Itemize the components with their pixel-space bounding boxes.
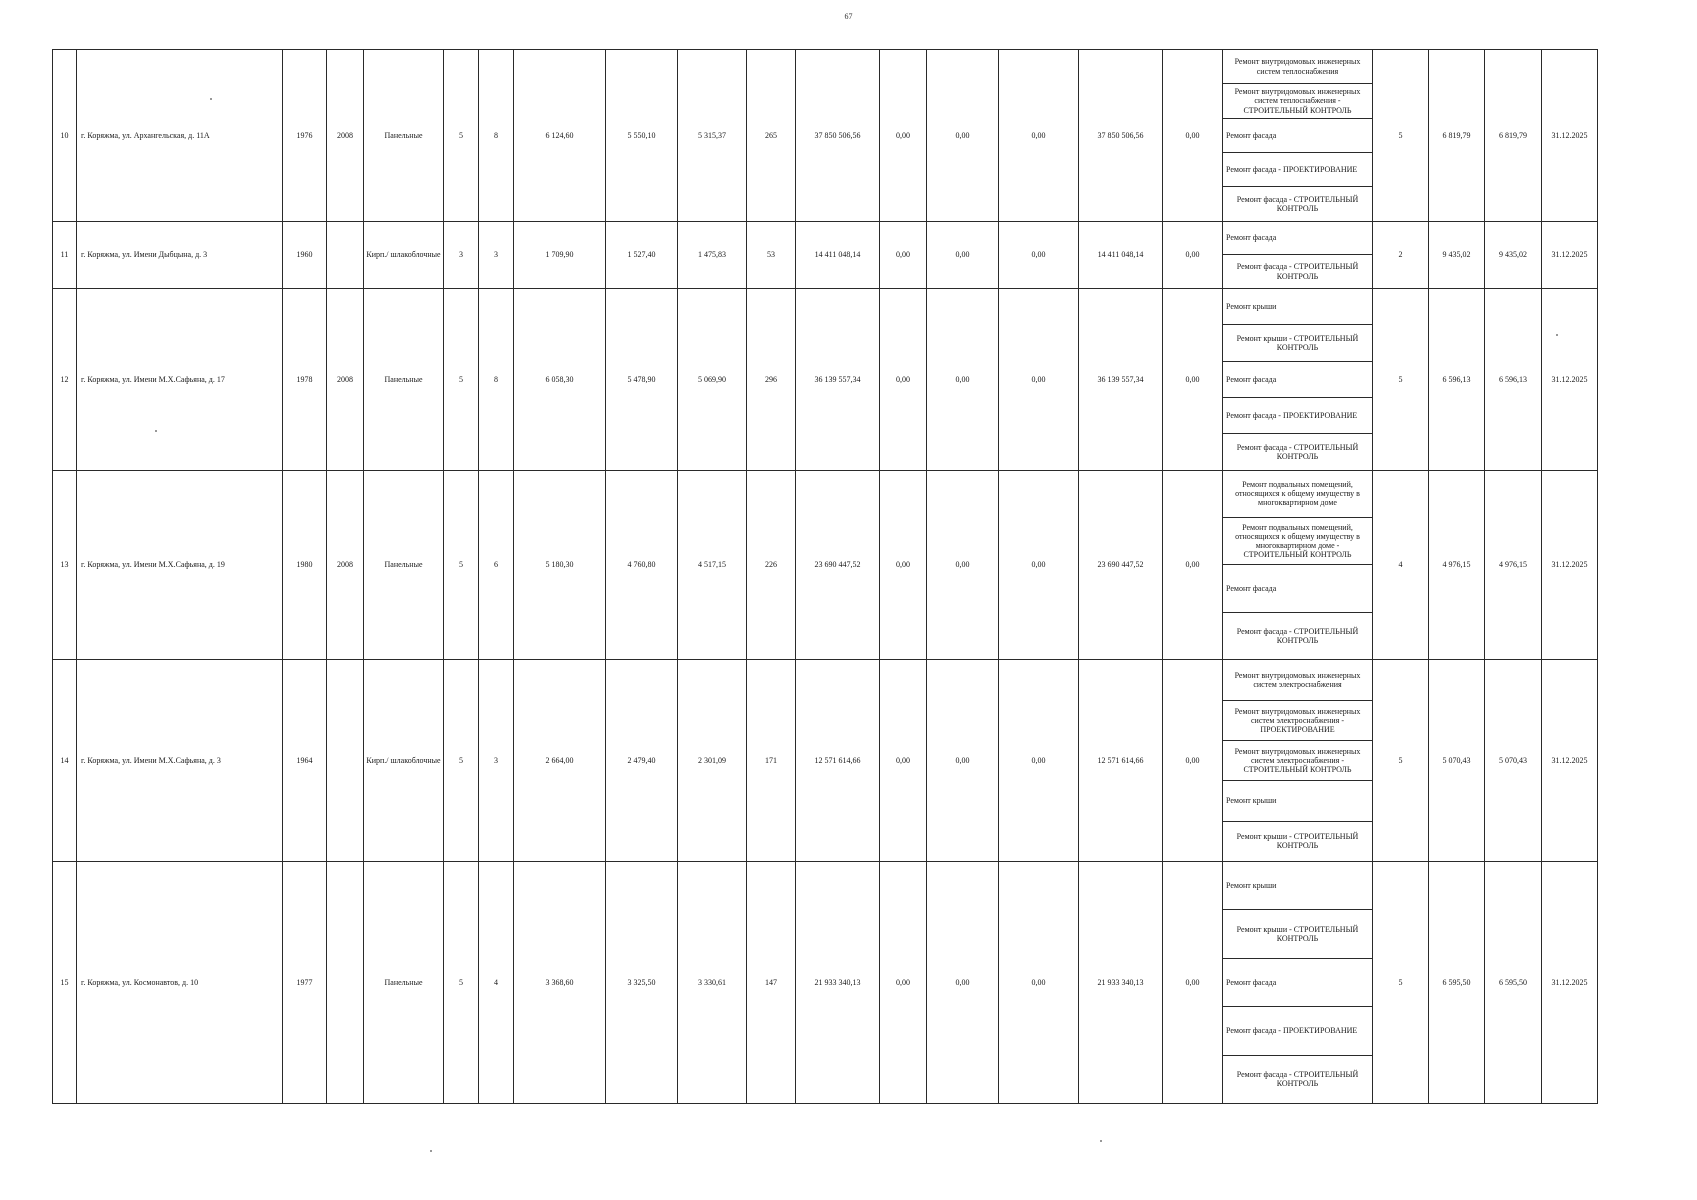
entrances-cell: 4 [479,862,514,1104]
address-cell: г. Коряжма, ул. Космонавтов, д. 10 [77,862,283,1104]
works-cell [1223,660,1373,862]
works-count-cell: 5 [1373,862,1429,1104]
address-cell: г. Коряжма, ул. Имени М.Х.Сафьяна, д. 3 [77,660,283,862]
area-residential-cell: 5 315,37 [678,50,747,222]
cost-total-cell: 23 690 447,52 [796,470,880,660]
year-built-cell: 1976 [283,50,327,222]
wall-material-cell: Панельные [364,50,444,222]
unit-cost-limit-cell: 6 596,13 [1485,288,1542,470]
residents-cell: 171 [747,660,796,862]
fund-owners-cell: 36 139 557,34 [1079,288,1163,470]
works-count-cell: 5 [1373,50,1429,222]
work-item: Ремонт фасада [1223,119,1372,153]
table-row [53,470,1598,660]
entrances-cell: 8 [479,288,514,470]
fund-regional-cell: 0,00 [927,660,999,862]
fund-local-cell: 0,00 [999,221,1079,288]
residents-cell: 226 [747,470,796,660]
floors-cell: 3 [444,221,479,288]
works-cell [1223,470,1373,660]
works-cell [1223,862,1373,1104]
scan-speck [1556,334,1558,336]
fund-owners-cell: 12 571 614,66 [1079,660,1163,862]
row-number-cell: 13 [53,470,77,660]
scan-speck [155,430,157,432]
works-list [1223,289,1372,470]
fund-federal-cell: 0,00 [880,660,927,862]
work-item: Ремонт фасада - СТРОИТЕЛЬНЫЙ КОНТРОЛЬ [1236,442,1359,461]
works-list [1223,471,1372,660]
year-built-cell: 1980 [283,470,327,660]
work-item: Ремонт подвальных помещений, относящихся к общему имуществу в многоквартирном доме - СТРОИТЕЛЬНЫЙ КОНТРОЛЬ [1223,518,1372,565]
work-item: Ремонт подвальных помещений, относящихся к общему имуществу в многоквартирном доме [1223,471,1372,518]
unit-cost-cell: 6 595,50 [1429,862,1485,1104]
work-item: Ремонт фасада - СТРОИТЕЛЬНЫЙ КОНТРОЛЬ [1236,626,1359,646]
year-renovation-cell: 2008 [327,50,364,222]
fund-other-cell: 0,00 [1163,221,1223,288]
year-built-cell: 1960 [283,221,327,288]
scan-speck [1100,1140,1102,1142]
entrances-cell: 8 [479,50,514,222]
works-cell [1223,221,1373,288]
area-residential-cell: 2 301,09 [678,660,747,862]
residents-cell: 265 [747,50,796,222]
works-count-cell: 5 [1373,660,1429,862]
fund-owners-cell: 23 690 447,52 [1079,470,1163,660]
floors-cell: 5 [444,660,479,862]
fund-other-cell: 0,00 [1163,470,1223,660]
area-residential-cell: 5 069,90 [678,288,747,470]
work-item: Ремонт крыши [1223,862,1372,910]
row-number-cell: 12 [53,288,77,470]
fund-owners-cell: 37 850 506,56 [1079,50,1163,222]
fund-regional-cell: 0,00 [927,470,999,660]
fund-other-cell: 0,00 [1163,862,1223,1104]
unit-cost-cell: 4 976,15 [1429,470,1485,660]
fund-local-cell: 0,00 [999,660,1079,862]
area-total-cell: 2 664,00 [514,660,606,862]
address-cell: г. Коряжма, ул. Имени М.Х.Сафьяна, д. 19 [77,470,283,660]
area-premises-cell: 2 479,40 [606,660,678,862]
unit-cost-cell: 6 819,79 [1429,50,1485,222]
table-row [53,50,1598,222]
address-cell: г. Коряжма, ул. Имени М.Х.Сафьяна, д. 17 [77,288,283,470]
fund-federal-cell: 0,00 [880,221,927,288]
year-built-cell: 1977 [283,862,327,1104]
fund-other-cell: 0,00 [1163,288,1223,470]
unit-cost-cell: 9 435,02 [1429,221,1485,288]
work-item: Ремонт внутридомовых инженерных систем электроснабжения [1223,660,1372,700]
year-renovation-cell: 2008 [327,288,364,470]
fund-federal-cell: 0,00 [880,470,927,660]
floors-cell: 5 [444,470,479,660]
table-row [53,862,1598,1104]
fund-local-cell: 0,00 [999,470,1079,660]
works-list [1223,660,1372,861]
work-item: Ремонт фасада [1223,565,1372,612]
scan-speck [210,98,212,100]
area-premises-cell: 4 760,80 [606,470,678,660]
fund-regional-cell: 0,00 [927,288,999,470]
works-list [1223,50,1372,221]
area-premises-cell: 3 325,50 [606,862,678,1104]
area-residential-cell: 4 517,15 [678,470,747,660]
cost-total-cell: 12 571 614,66 [796,660,880,862]
area-premises-cell: 5 550,10 [606,50,678,222]
fund-local-cell: 0,00 [999,862,1079,1104]
deadline-cell: 31.12.2025 [1542,50,1598,222]
fund-local-cell: 0,00 [999,288,1079,470]
deadline-cell: 31.12.2025 [1542,660,1598,862]
scan-speck [430,1150,432,1152]
row-number-cell: 14 [53,660,77,862]
fund-federal-cell: 0,00 [880,288,927,470]
year-renovation-cell [327,660,364,862]
fund-owners-cell: 14 411 048,14 [1079,221,1163,288]
area-total-cell: 6 058,30 [514,288,606,470]
year-renovation-cell [327,862,364,1104]
work-item: Ремонт внутридомовых инженерных систем теплоснабжения - СТРОИТЕЛЬНЫЙ КОНТРОЛЬ [1223,84,1372,118]
page-number: 67 [844,12,853,21]
work-item: Ремонт фасада - СТРОИТЕЛЬНЫЙ КОНТРОЛЬ [1236,194,1359,213]
work-item: Ремонт фасада [1223,959,1372,1007]
cost-total-cell: 36 139 557,34 [796,288,880,470]
works-cell [1223,50,1373,222]
works-cell [1223,288,1373,470]
unit-cost-cell: 5 070,43 [1429,660,1485,862]
works-count-cell: 2 [1373,221,1429,288]
residents-cell: 296 [747,288,796,470]
unit-cost-limit-cell: 6 819,79 [1485,50,1542,222]
entrances-cell: 3 [479,221,514,288]
unit-cost-cell: 6 596,13 [1429,288,1485,470]
address-cell: г. Коряжма, ул. Архангельская, д. 11А [77,50,283,222]
row-number-cell: 15 [53,862,77,1104]
work-item: Ремонт крыши - СТРОИТЕЛЬНЫЙ КОНТРОЛЬ [1223,325,1372,361]
year-built-cell: 1964 [283,660,327,862]
deadline-cell: 31.12.2025 [1542,288,1598,470]
area-total-cell: 5 180,30 [514,470,606,660]
deadline-cell: 31.12.2025 [1542,862,1598,1104]
works-count-cell: 4 [1373,470,1429,660]
entrances-cell: 3 [479,660,514,862]
unit-cost-limit-cell: 5 070,43 [1485,660,1542,862]
cost-total-cell: 37 850 506,56 [796,50,880,222]
works-list [1223,862,1372,1103]
year-renovation-cell [327,221,364,288]
work-item: Ремонт крыши [1223,781,1372,821]
wall-material-cell: Панельные [364,470,444,660]
fund-owners-cell: 21 933 340,13 [1079,862,1163,1104]
fund-local-cell: 0,00 [999,50,1079,222]
works-list [1223,222,1372,288]
capital-repair-table [52,49,1598,1104]
cost-total-cell: 21 933 340,13 [796,862,880,1104]
row-number-cell: 10 [53,50,77,222]
row-number-cell: 11 [53,221,77,288]
unit-cost-limit-cell: 9 435,02 [1485,221,1542,288]
wall-material-cell: Кирп./ шлакоблочные [364,221,444,288]
wall-material-cell: Кирп./ шлакоблочные [364,660,444,862]
year-renovation-cell: 2008 [327,470,364,660]
year-built-cell: 1978 [283,288,327,470]
table-row [53,221,1598,288]
floors-cell: 5 [444,50,479,222]
cost-total-cell: 14 411 048,14 [796,221,880,288]
fund-regional-cell: 0,00 [927,862,999,1104]
work-item: Ремонт фасада - ПРОЕКТИРОВАНИЕ [1223,398,1372,434]
wall-material-cell: Панельные [364,862,444,1104]
work-item: Ремонт фасада - СТРОИТЕЛЬНЫЙ КОНТРОЛЬ [1236,262,1359,281]
table-row [53,660,1598,862]
unit-cost-limit-cell: 4 976,15 [1485,470,1542,660]
work-item: Ремонт фасада [1223,222,1372,256]
floors-cell: 5 [444,288,479,470]
residents-cell: 53 [747,221,796,288]
work-item: Ремонт крыши - СТРОИТЕЛЬНЫЙ КОНТРОЛЬ [1223,910,1372,958]
fund-other-cell: 0,00 [1163,660,1223,862]
area-premises-cell: 1 527,40 [606,221,678,288]
work-item: Ремонт внутридомовых инженерных систем теплоснабжения [1223,50,1372,84]
table-row [53,288,1598,470]
fund-regional-cell: 0,00 [927,221,999,288]
work-item: Ремонт крыши [1223,289,1372,325]
fund-regional-cell: 0,00 [927,50,999,222]
address-cell: г. Коряжма, ул. Имени Дыбцына, д. 3 [77,221,283,288]
deadline-cell: 31.12.2025 [1542,470,1598,660]
work-item: Ремонт крыши - СТРОИТЕЛЬНЫЙ КОНТРОЛЬ [1236,832,1359,851]
fund-other-cell: 0,00 [1163,50,1223,222]
area-total-cell: 3 368,60 [514,862,606,1104]
area-residential-cell: 3 330,61 [678,862,747,1104]
residents-cell: 147 [747,862,796,1104]
area-total-cell: 1 709,90 [514,221,606,288]
work-item: Ремонт фасада - ПРОЕКТИРОВАНИЕ [1223,1007,1372,1055]
works-count-cell: 5 [1373,288,1429,470]
work-item: Ремонт фасада - СТРОИТЕЛЬНЫЙ КОНТРОЛЬ [1236,1070,1359,1089]
fund-federal-cell: 0,00 [880,862,927,1104]
deadline-cell: 31.12.2025 [1542,221,1598,288]
work-item: Ремонт фасада [1223,362,1372,398]
work-item: Ремонт внутридомовых инженерных систем электроснабжения - ПРОЕКТИРОВАНИЕ [1223,701,1372,741]
area-residential-cell: 1 475,83 [678,221,747,288]
area-premises-cell: 5 478,90 [606,288,678,470]
work-item: Ремонт фасада - ПРОЕКТИРОВАНИЕ [1223,153,1372,187]
wall-material-cell: Панельные [364,288,444,470]
floors-cell: 5 [444,862,479,1104]
work-item: Ремонт внутридомовых инженерных систем электроснабжения - СТРОИТЕЛЬНЫЙ КОНТРОЛЬ [1223,741,1372,781]
fund-federal-cell: 0,00 [880,50,927,222]
unit-cost-limit-cell: 6 595,50 [1485,862,1542,1104]
area-total-cell: 6 124,60 [514,50,606,222]
entrances-cell: 6 [479,470,514,660]
